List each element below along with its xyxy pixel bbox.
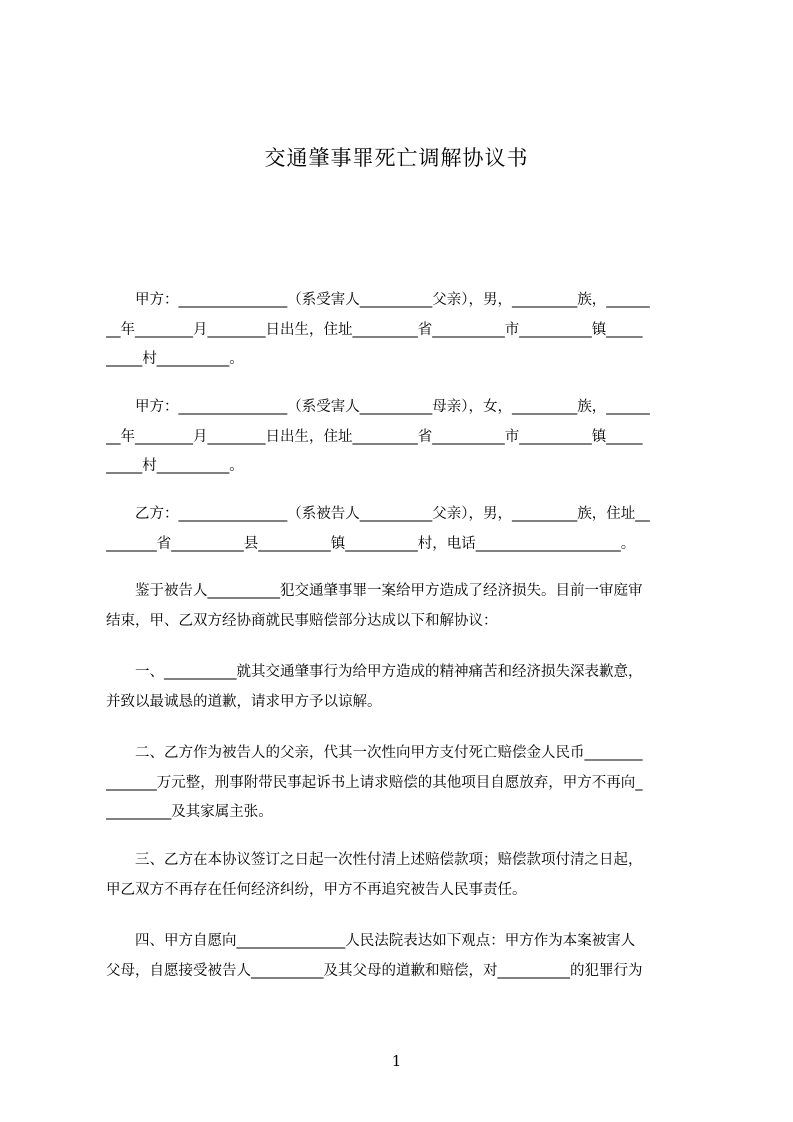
paragraph-party-a-father xyxy=(106,286,702,375)
text-line: _________及其家属主张。 xyxy=(106,804,273,820)
text-line: 结束，甲、乙双方经协商就民事赔偿部分达成以下和解协议： xyxy=(106,612,498,629)
page-number: 1 xyxy=(391,1052,402,1070)
text-line: 三、乙方在本协议签订之日起一次性付清上述赔偿款项；赔偿款项付清之日起， xyxy=(106,852,643,868)
text-line: 乙方：_______________（系被告人__________父亲），男，_________族，住址__ xyxy=(106,506,650,522)
text-line: 并致以最诚恳的道歉，请求甲方予以谅解。 xyxy=(106,693,382,710)
clause-2 xyxy=(106,739,702,828)
document-title: 交通肇事罪死亡调解协议书 xyxy=(264,146,529,170)
text-line: _____村__________。 xyxy=(106,351,244,367)
text-line: 父母，自愿接受被告人__________及其父母的道歉和赔偿，对__________的犯罪行为 xyxy=(106,962,643,979)
text-line: __年________月________日出生，住址_________省__________市__________镇_____ xyxy=(106,321,643,338)
text-line: 一、__________就其交通肇事行为给甲方造成的精神痛苦和经济损失深表歉意， xyxy=(106,664,643,680)
text-line: __年________月________日出生，住址_________省__________市__________镇_____ xyxy=(106,428,643,445)
paragraph-preamble xyxy=(106,577,702,636)
clause-1 xyxy=(106,658,702,717)
text-line: 甲乙双方不再存在任何经济纠纷，甲方不再追究被告人民事责任。 xyxy=(106,881,527,898)
clause-3 xyxy=(106,846,702,905)
text-line: 鉴于被告人__________犯交通肇事罪一案给甲方造成了经济损失。目前一审庭审 xyxy=(106,583,643,599)
text-line: 四、甲方自愿向_______________人民法院表达如下观点：甲方作为本案被害人 xyxy=(106,933,636,949)
paragraph-party-a-mother xyxy=(106,393,702,482)
text-line: 二、乙方作为被告人的父亲，代其一次性向甲方支付死亡赔偿金人民币________ xyxy=(106,745,643,761)
text-line: _____村__________。 xyxy=(106,458,244,474)
text-line: _______省__________县__________镇__________村，电话____________________。 xyxy=(106,535,636,552)
paragraph-party-b xyxy=(106,500,702,559)
text-line: _______万元整，刑事附带民事起诉书上请求赔偿的其他项目自愿放弃，甲方不再向_ xyxy=(106,774,643,791)
text-line: 甲方：_______________（系受害人__________父亲），男，_________族，______ xyxy=(106,292,650,308)
clause-4 xyxy=(106,927,702,986)
text-line: 甲方：_______________（系受害人__________母亲），女，_________族，______ xyxy=(106,399,650,415)
